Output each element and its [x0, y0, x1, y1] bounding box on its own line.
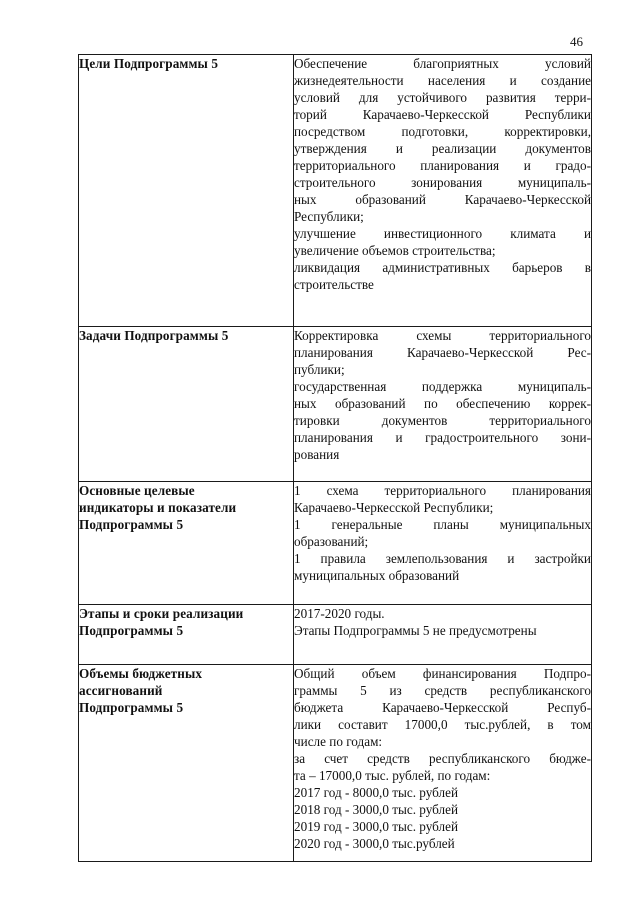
- row-value-line: лики составит 17000,0 тыс.рублей, в том: [294, 717, 591, 732]
- row-value-line: Обеспечение благоприятных условий: [294, 56, 591, 71]
- row-value-line: улучшение инвестиционного климата и: [294, 226, 591, 241]
- row-label-cell: [79, 482, 294, 605]
- row-label-cell: [79, 327, 294, 482]
- row-value-line: 1 правила землепользования и застройки: [294, 551, 591, 566]
- goals-row: [79, 55, 592, 327]
- tasks-row: [79, 327, 592, 482]
- row-label-line: ассигнований: [79, 683, 163, 698]
- row-value-cell: [294, 327, 592, 482]
- row-value-line: государственная поддержка муниципаль-: [294, 379, 591, 394]
- row-value-line: территориального планирования и градо-: [294, 158, 591, 173]
- row-value-line: ных образований по обеспечению коррек-: [294, 396, 591, 411]
- row-value-line: граммы 5 из средств республиканского: [294, 683, 591, 698]
- row-label-cell: [79, 605, 294, 665]
- row-label-line: Подпрограммы 5: [79, 700, 184, 715]
- row-label-line: Этапы и сроки реализации: [79, 606, 244, 621]
- row-value-line: 2020 год - 3000,0 тыс.рублей: [294, 836, 455, 851]
- budget-row: [79, 665, 592, 862]
- row-value-line: 2017-2020 годы.: [294, 606, 385, 621]
- row-label-line: Основные целевые: [79, 483, 195, 498]
- row-value-line: 2018 год - 3000,0 тыс. рублей: [294, 802, 459, 817]
- row-value-line: строительстве: [294, 277, 374, 292]
- row-value-line: жизнедеятельности населения и создание: [294, 73, 591, 88]
- row-value-cell: [294, 55, 592, 327]
- row-label-cell: [79, 665, 294, 862]
- row-value-cell: [294, 482, 592, 605]
- row-value-line: муниципальных образований: [294, 568, 460, 583]
- row-value-line: 1 схема территориального планирования: [294, 483, 591, 498]
- row-value-line: условий для устойчивого развития терри-: [294, 90, 591, 105]
- row-value-cell: [294, 605, 592, 665]
- row-value-line: увеличение объемов строительства;: [294, 243, 496, 258]
- indicators-row: [79, 482, 592, 605]
- row-value-line: публики;: [294, 362, 345, 377]
- row-label-line: Подпрограммы 5: [79, 623, 184, 638]
- row-value-line: Карачаево-Черкесской Республики;: [294, 500, 494, 515]
- row-value-line: 2017 год - 8000,0 тыс. рублей: [294, 785, 459, 800]
- row-label-cell: [79, 55, 294, 327]
- row-value-line: Корректировка схемы территориального: [294, 328, 591, 343]
- row-value-line: ликвидация административных барьеров в: [294, 260, 591, 275]
- row-value-line: числе по годам:: [294, 734, 383, 749]
- row-label-line: Цели Подпрограммы 5: [79, 56, 219, 71]
- row-label-line: Задачи Подпрограммы 5: [79, 328, 229, 343]
- row-value-line: 2019 год - 3000,0 тыс. рублей: [294, 819, 459, 834]
- row-value-line: Этапы Подпрограммы 5 не предусмотрены: [294, 623, 537, 638]
- stages-row: [79, 605, 592, 665]
- row-value-line: Общий объем финансирования Подпро-: [294, 666, 591, 681]
- row-value-line: посредством подготовки, корректировки,: [294, 124, 591, 139]
- row-value-cell: [294, 665, 592, 862]
- row-value-line: тировки документов территориального: [294, 413, 591, 428]
- row-value-line: рования: [294, 447, 340, 462]
- row-label-line: индикаторы и показатели: [79, 500, 237, 515]
- row-value-line: планирования и градостроительного зони-: [294, 430, 591, 445]
- row-label-line: Подпрограммы 5: [79, 517, 184, 532]
- row-label-line: Объемы бюджетных: [79, 666, 203, 681]
- row-value-line: торий Карачаево-Черкесской Республики: [294, 107, 591, 122]
- row-value-line: строительного зонирования муниципаль-: [294, 175, 591, 190]
- row-value-line: бюджета Карачаево-Черкесской Респуб-: [294, 700, 591, 715]
- subprogram-passport-table: [78, 54, 592, 862]
- row-value-line: ных образований Карачаево-Черкесской: [294, 192, 591, 207]
- row-value-line: за счет средств республиканского бюдже-: [294, 751, 591, 766]
- row-value-line: утверждения и реализации документов: [294, 141, 591, 156]
- row-value-line: 1 генеральные планы муниципальных: [294, 517, 591, 532]
- page-number: 46: [570, 34, 583, 49]
- row-value-line: Республики;: [294, 209, 364, 224]
- row-value-line: та – 17000,0 тыс. рублей, по годам:: [294, 768, 491, 783]
- row-value-line: планирования Карачаево-Черкесской Рес-: [294, 345, 591, 360]
- row-value-line: образований;: [294, 534, 369, 549]
